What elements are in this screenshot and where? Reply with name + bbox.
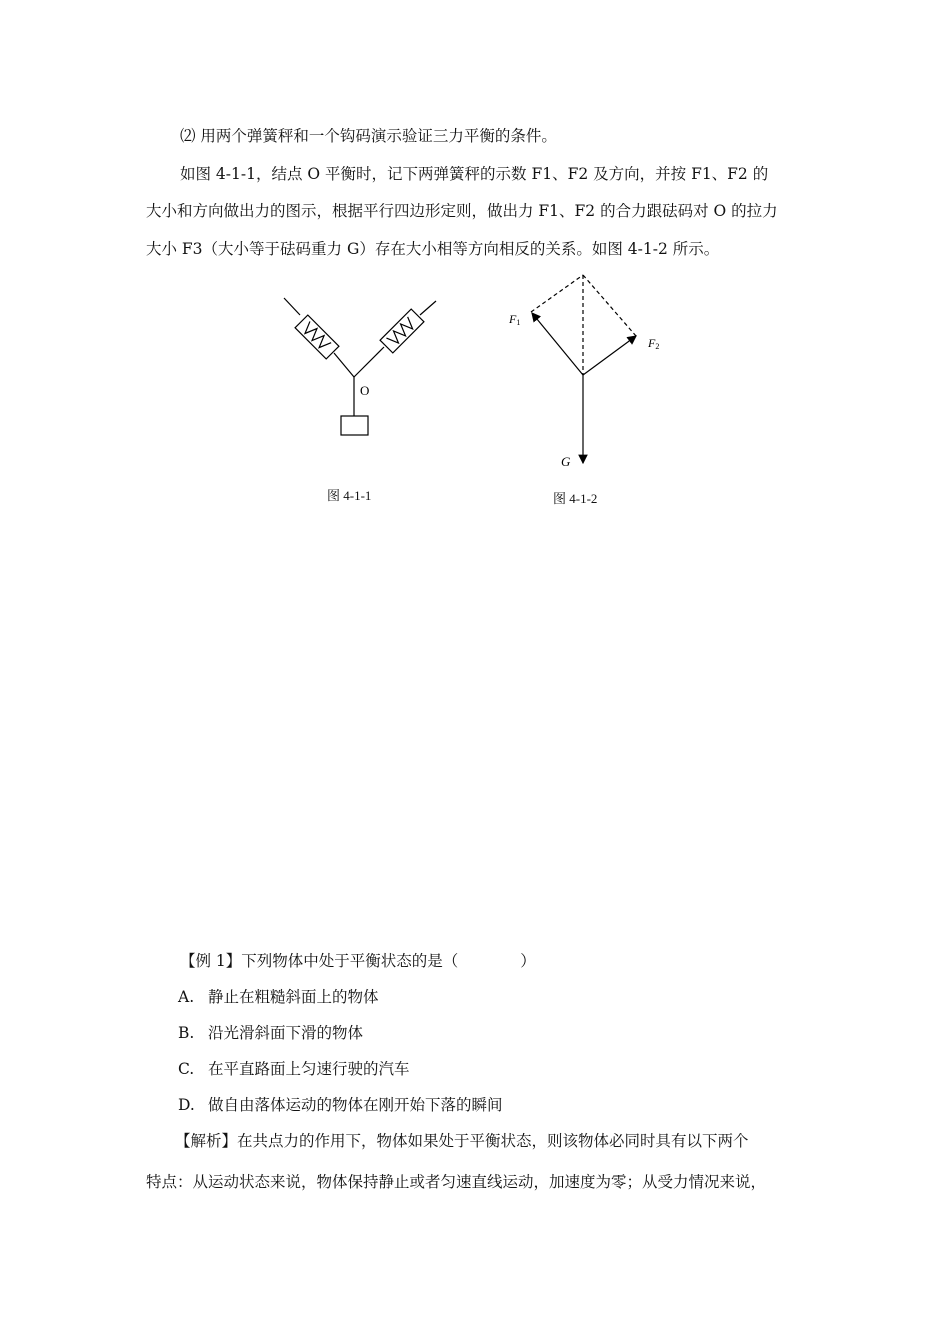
figure-4-1-1 [270, 285, 460, 455]
paragraph-line-2: 大小和方向做出力的图示，根据平行四边形定则，做出力 F1、F2 的合力跟砝码对 O 的拉力 [146, 202, 778, 220]
paragraph-line-1: 如图 4-1-1，结点 O 平衡时，记下两弹簧秤的示数 F1、F2 及方向，并按 F1、F2 的 [180, 165, 769, 183]
right-rope [420, 301, 436, 315]
analysis-line-1: 【解析】在共点力的作用下，物体如果处于平衡状态，则该物体必同时具有以下两个 [175, 1132, 749, 1150]
left-rope [284, 298, 300, 315]
paragraph-line-3: 大小 F3（大小等于砝码重力 G）存在大小相等方向相反的关系。如图 4-1-2 所示。 [146, 240, 720, 258]
option-letter: C. [178, 1060, 195, 1078]
option-b [178, 1023, 363, 1043]
example-question: 【例 1】下列物体中处于平衡状态的是（ ） [180, 952, 536, 970]
figure-4-1-2-caption: 图 4-1-2 [553, 491, 598, 506]
dashed-right [583, 275, 636, 336]
analysis-line-2: 特点：从运动状态来说，物体保持静止或者匀速直线运动，加速度为零；从受力情况来说， [146, 1173, 767, 1191]
f1-vector [532, 313, 583, 375]
option-text: 静止在粗糙斜面上的物体 [208, 988, 379, 1006]
option-letter: A. [178, 988, 195, 1006]
f2-vector [583, 336, 636, 375]
option-a [178, 987, 379, 1007]
option-text: 做自由落体运动的物体在刚开始下落的瞬间 [208, 1096, 503, 1114]
dashed-left [531, 275, 583, 312]
right-rope-lower [354, 347, 384, 377]
f1-label: F1 [509, 312, 521, 327]
left-rope-lower [334, 353, 354, 377]
g-label: G [561, 454, 571, 469]
f2-label: F2 [648, 336, 660, 351]
weight-block [341, 416, 368, 435]
option-c [178, 1059, 410, 1079]
heading-line: ⑵ 用两个弹簧秤和一个钩码演示验证三力平衡的条件。 [180, 127, 557, 145]
figure-4-1-1-caption: 图 4-1-1 [327, 488, 372, 503]
figure-4-1-2 [500, 268, 680, 473]
option-text: 在平直路面上匀速行驶的汽车 [208, 1060, 410, 1078]
option-d [178, 1095, 503, 1115]
option-text: 沿光滑斜面下滑的物体 [208, 1024, 364, 1042]
option-letter: D. [178, 1096, 195, 1114]
option-letter: B. [178, 1024, 195, 1042]
node-label: O [360, 383, 370, 398]
